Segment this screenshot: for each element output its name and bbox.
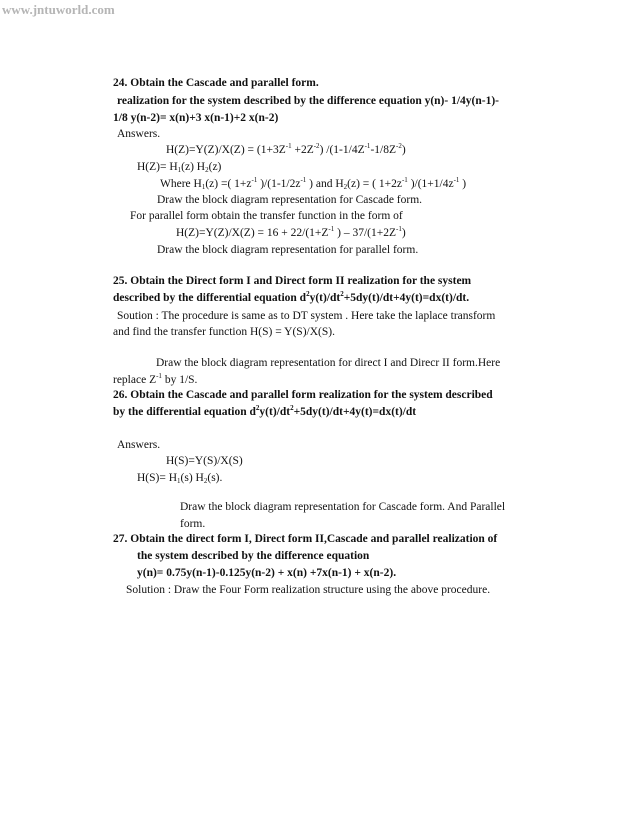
q24-eq-partial-fraction: $H(Z)=Y(Z)/X(Z) = 16 + 22/(1+Z^{-1}$ ) – $37/(1+2Z^{-1})$	[176, 225, 406, 239]
watermark: www.jntuworld.com	[2, 2, 115, 17]
q26-title-line1: 26. Obtain the Cascade and parallel form realization for the system described	[113, 389, 493, 401]
q26-title-line2: by the differential equation $d^2y(t)/dt^2+5dy(t)/dt+4y(t)=dx(t)/dt$	[113, 404, 417, 418]
q26-draw-note-line1: Draw the block diagram representation for Cascade form. And Parallel	[180, 501, 506, 513]
q27-title-line2: the system described by the difference equation	[137, 550, 370, 562]
q24-question-line3: 1/8 y(n-2)= x(n)+3 x(n-1)+2 x(n-2)	[113, 112, 279, 124]
q25-draw-note-line2: replace $Z^{-1}$ by 1/S.	[113, 372, 198, 386]
q27-title-line3: y(n)= 0.75y(n-1)-0.125y(n-2) + x(n) +7x(n-1) + x(n-2).	[137, 567, 397, 579]
q25-title-line1: 25. Obtain the Direct form I and Direct form II realization for the system	[113, 275, 472, 287]
q24-eq-product: $H(Z)= H_1(z)$ $H_2(z)$	[137, 161, 222, 174]
q24-answers-label: Answers.	[117, 128, 161, 140]
q26-eq-product: $H(S)= H_1(s)$ $H_2(s)$.	[137, 472, 223, 485]
q25-solution-line2: and find the transfer function H(S) = Y(S)/X(S).	[113, 326, 335, 338]
q26-eq-transfer-function: H(S)=Y(S)/X(S)	[166, 455, 243, 467]
q25-solution-line1: Soution : The procedure is same as to DT system . Here take the laplace transform	[117, 310, 496, 322]
q26-draw-note-line2: form.	[180, 518, 206, 530]
q24-parallel-intro: For parallel form obtain the transfer function in the form of	[130, 210, 403, 222]
q27-solution: Solution : Draw the Four Form realization structure using the above procedure.	[126, 584, 491, 596]
q27-title-line1: 27. Obtain the direct form I, Direct form II,Cascade and parallel realization of	[113, 533, 498, 545]
q25-draw-note-line1: Draw the block diagram representation for direct I and Direcr II form.Here	[156, 357, 501, 369]
q24-question-line2: realization for the system described by the difference equation y(n)- 1/4y(n-1)-	[117, 95, 500, 107]
q24-title: 24. Obtain the Cascade and parallel form.	[113, 77, 319, 89]
q24-parallel-note: Draw the block diagram representation for parallel form.	[157, 244, 419, 256]
q25-title-line2: described by the differential equation $d^2y(t)/dt^2+5dy(t)/dt+4y(t)=dx(t)/dt$.	[113, 290, 470, 304]
q24-eq-factors: Where $H_1(z)$ =( $1+z^{-1}$ )$/(1-1/2z^{-1}$ ) and $H_2(z)$ = ( $1+2z^{-1}$ )$/(1+1/4z^{-1}$ )	[160, 176, 467, 191]
q24-eq-transfer-function: $H(Z)=Y(Z)/X(Z) = (1+3Z^{-1} +2Z^{-2})$ $/(1-1/4Z^{-1}-1/8Z^{-2})$	[166, 142, 406, 156]
q24-cascade-note: Draw the block diagram representation for Cascade form.	[157, 194, 423, 206]
q26-answers-label: Answers.	[117, 439, 161, 451]
